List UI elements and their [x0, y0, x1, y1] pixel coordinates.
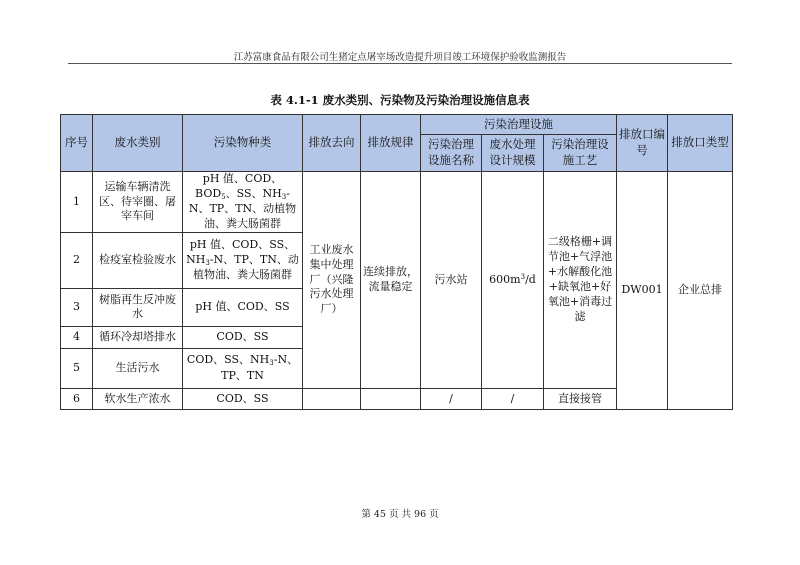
cell-no: 3: [61, 288, 93, 326]
cell-outlet-no: DW001: [617, 172, 668, 410]
page-footer: 第 45 页 共 96 页: [361, 509, 439, 520]
header-wastewater-type: 废水类别: [93, 115, 183, 172]
cell-destination: 工业废水集中处理厂（兴隆污水处理厂）: [303, 172, 361, 389]
table-title: 表 4.1-1 废水类别、污染物及污染治理设施信息表: [270, 93, 530, 107]
cell-pollutants: COD、SS: [183, 326, 303, 348]
cell-pollutants: COD、SS: [183, 388, 303, 409]
header-destination: 排放去向: [303, 115, 361, 172]
cell-destination-continued: [303, 388, 361, 409]
cell-pattern-continued: [361, 388, 421, 409]
cell-pollutants: pH 值、COD、SS: [183, 288, 303, 326]
cell-no: 5: [61, 348, 93, 388]
cell-facility-name: /: [421, 388, 482, 409]
cell-pollutants: COD、SS、$NH_3-N$、TP、TN: [183, 348, 303, 388]
header-facility-group: 污染治理设施: [421, 115, 617, 135]
cell-type: 软水生产浓水: [93, 388, 183, 409]
header-capacity: 废水处理设计规模: [482, 135, 544, 172]
wastewater-table: [60, 114, 733, 410]
cell-pollutants: pH 值、COD、SS、$NH_3-N$、TP、TN、动植物油、粪大肠菌群: [183, 232, 303, 288]
cell-capacity: $600m^3/d$: [482, 172, 544, 389]
cell-type: 循环冷却塔排水: [93, 326, 183, 348]
header-pattern: 排放规律: [361, 115, 421, 172]
cell-no: 2: [61, 232, 93, 288]
cell-type: 检疫室检验废水: [93, 232, 183, 288]
cell-no: 6: [61, 388, 93, 409]
cell-facility-name: 污水站: [421, 172, 482, 389]
cell-capacity: /: [482, 388, 544, 409]
cell-type: 生活污水: [93, 348, 183, 388]
page-header: 江苏富康食品有限公司生猪定点屠宰场改造提升项目竣工环境保护验收监测报告: [233, 52, 567, 63]
cell-no: 4: [61, 326, 93, 348]
header-no: 序号: [61, 115, 93, 172]
cell-type: 树脂再生反冲废水: [93, 288, 183, 326]
cell-no: 1: [61, 172, 93, 233]
header-outlet-type: 排放口类型: [668, 115, 733, 172]
cell-process: 二级格栅+调节池+气浮池+水解酸化池+缺氧池+好氧池+消毒过滤: [544, 172, 617, 389]
header-process: 污染治理设施工艺: [544, 135, 617, 172]
cell-outlet-type: 企业总排: [668, 172, 733, 410]
table-row: [61, 172, 733, 233]
cell-pattern: 连续排放，流量稳定: [361, 172, 421, 389]
cell-process: 直接接管: [544, 388, 617, 409]
cell-pollutants: pH 值、COD、$BOD_5$、SS、$NH_3-N$、TP、TN、动植物油、粪大肠菌群: [183, 172, 303, 233]
header-facility-name: 污染治理设施名称: [421, 135, 482, 172]
header-divider: [68, 63, 732, 64]
header-outlet-no: 排放口编号: [617, 115, 668, 172]
cell-type: 运输车辆清洗区、待宰圈、屠宰车间: [93, 172, 183, 233]
header-pollutants: 污染物种类: [183, 115, 303, 172]
